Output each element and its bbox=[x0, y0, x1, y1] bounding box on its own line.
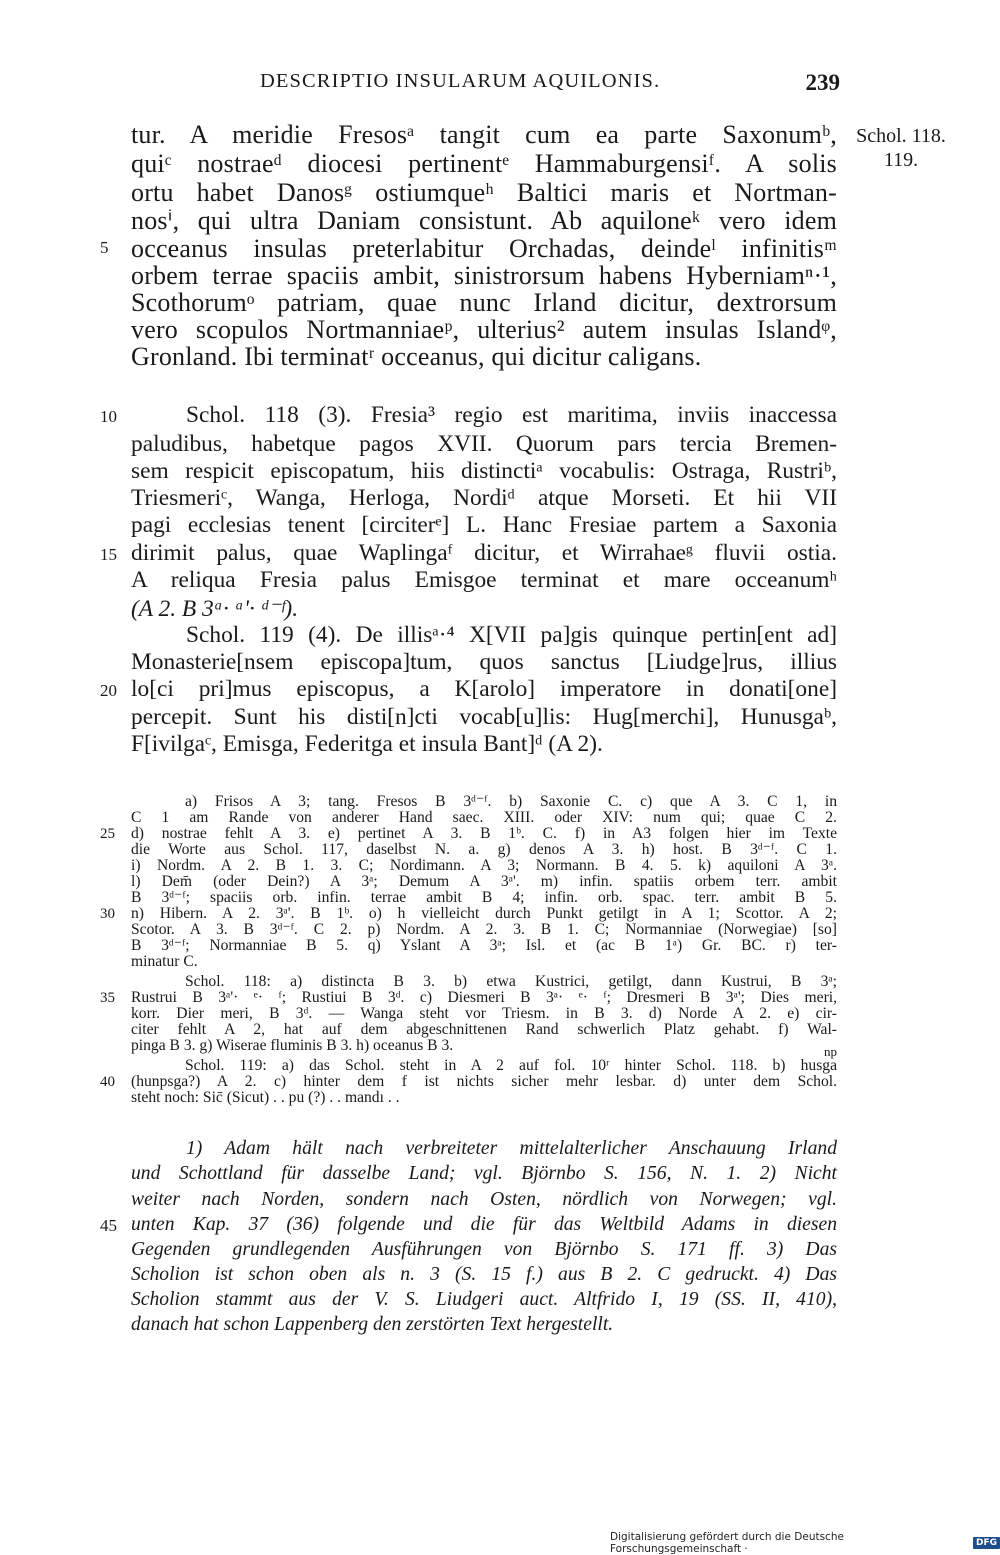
footnote-line: unten Kap. 37 (36) folgende und die für das Weltbild Adams in diesen bbox=[131, 1214, 837, 1235]
apparatus-line: d) nostrae fehlt A 3. e) pertinet A 3. B 1ᵇ. C. f) in A3 folgen hier im Texte bbox=[131, 825, 837, 842]
footnote-line: 1) Adam hält nach verbreiteter mittelalterlicher Anschauung Irland bbox=[186, 1138, 837, 1159]
footnote-line: Gegenden grundlegenden Ausführungen von Björnbo S. 171 ff. 3) Das bbox=[131, 1239, 837, 1260]
apparatus-line: n) Hibern. A 2. 3ᵃ'. B 1ᵇ. o) h vielleicht durch Punkt getilgt in A 1; Scottor. A 2; bbox=[131, 905, 837, 922]
apparatus-line: die Worte aus Schol. 117, daselbst N. a. g) denos A 3. h) host. B 3ᵈ⁻ᶠ. C 1. bbox=[131, 841, 837, 858]
scholion-line: percepit. Sunt his disti[n]cti vocab[u]lis: Hug[merchi], Hunusgaᵇ, bbox=[131, 704, 837, 730]
running-header bbox=[260, 70, 840, 93]
apparatus-line: i) Nordm. A 2. B 1. 3. C; Nordimann. A 3; Normann. B 4. 5. k) aquiloni A 3ᵃ. bbox=[131, 857, 837, 874]
scholion-line: sem respicit episcopatum, hiis distinctiᵃ vocabulis: Ostraga, Rustriᵇ, bbox=[131, 458, 837, 484]
apparatus-line: (hunpsga?) A 2. c) hinter dem f ist nichts sicher mehr lesbar. d) unter dem Schol. bbox=[131, 1073, 837, 1090]
scholion-line: A reliqua Fresia palus Emisgoe terminat et mare occeanumʰ bbox=[131, 567, 837, 593]
apparatus-line: Rustrui B 3ᵃ'· ᵉ· ᶠ; Rustiui B 3ᵈ. c) Diesmeri B 3ᵃ· ᵉ· ᶠ; Dresmeri B 3ᵃ'; Dies meri, bbox=[131, 989, 837, 1006]
apparatus-line: Schol. 119: a) das Schol. steht in A 2 auf fol. 10ʳ hinter Schol. 118. b) husga bbox=[185, 1057, 837, 1074]
scholion-line: Triesmeriᶜ, Wanga, Herloga, Nordiᵈ atque Morseti. Et hii VII bbox=[131, 485, 837, 511]
apparatus-line: korr. Dier meri, B 3ᵈ. — Wanga steht vor Triesm. in B 3. d) Norde A 2. e) cir- bbox=[131, 1005, 837, 1022]
scholion-line: lo[ci pri]mus episcopus, a K[arolo] imperatore in donati[one] bbox=[131, 676, 837, 702]
digitization-credit bbox=[610, 1531, 1000, 1555]
footnote-line: Scholion ist schon oben als n. 3 (S. 15 f.) aus B 2. C gedruckt. 4) Das bbox=[131, 1264, 837, 1285]
footnote-line: Scholion stammt aus der V. S. Liudgeri auct. Altfrido I, 19 (SS. II, 410), bbox=[131, 1289, 837, 1310]
line-number: 20 bbox=[100, 681, 117, 700]
apparatus-line: a) Frisos A 3; tang. Fresos B 3ᵈ⁻ᶠ. b) Saxonie C. c) que A 3. C 1, in bbox=[185, 793, 837, 810]
margin-note-line: 119. bbox=[883, 149, 919, 171]
apparatus-line: Schol. 118: a) distincta B 3. b) etwa Kustrici, getilgt, dann Kustrui, B 3ᵃ; bbox=[185, 973, 837, 990]
apparatus-line: minatur C. bbox=[131, 953, 198, 970]
apparatus-line: B 3ᵈ⁻ᶠ; Normanniae B 5. q) Yslant A 3ᵃ; Isl. et (ac B 1ᵃ) Gr. BC. r) ter- bbox=[131, 937, 837, 954]
footnote-line: und Schottland für dasselbe Land; vgl. Björnbo S. 156, N. 1. 2) Nicht bbox=[131, 1163, 837, 1184]
apparatus-line: B 3ᵈ⁻ᶠ; spaciis orb. infin. terrae ambit B 4; infin. orb. spac. terr. ambit B 5. bbox=[131, 889, 837, 906]
line-number: 5 bbox=[100, 238, 109, 257]
scholion-line: F[ivilgaᶜ, Emisga, Federitga et insula Bant]ᵈ (A 2). bbox=[131, 731, 603, 757]
line-number: 10 bbox=[100, 407, 117, 426]
text-line: occeanus insulas preterlabitur Orchadas, deindeˡ infinitisᵐ bbox=[131, 234, 837, 263]
text-line: nosⁱ, qui ultra Daniam consistunt. Ab aquiloneᵏ vero idem bbox=[131, 206, 837, 235]
line-number: 15 bbox=[100, 545, 117, 564]
dfg-logo: DFG bbox=[973, 1537, 1000, 1549]
scholion-line: (A 2. B 3ᵃ· ᵃ'· ᵈ⁻ᶠ). bbox=[131, 596, 299, 622]
scholion-line: paludibus, habetque pagos XVII. Quorum pars tercia Bremen- bbox=[131, 431, 837, 457]
apparatus-line: Scotor. A 3. B 3ᵈ⁻ᶠ. C 2. p) Nordm. A 2. 3. B 1. C; Normanniae (Norwegiae) [so] bbox=[131, 921, 837, 938]
scholion-line: Monasterie[nsem episcopa]tum, quos sanctus [Liudge]rus, illius bbox=[131, 649, 837, 675]
text-line: Gronland. Ibi terminatʳ occeanus, qui dicitur caligans. bbox=[131, 342, 702, 371]
apparatus-line: citer fehlt A 2, hat auf dem abgeschnittenen Rand schwerlich Platz gehabt. f) Wal- bbox=[131, 1021, 837, 1038]
scholion-line: pagi ecclesias tenent [circiterᵉ] L. Hanc Fresiae partem a Saxonia bbox=[131, 512, 837, 538]
footnote-line: weiter nach Norden, sondern nach Osten, nördlich von Norwegen; vgl. bbox=[131, 1189, 837, 1210]
text-line: Scothorumᵒ patriam, quae nunc Irland dicitur, dextrorsum bbox=[131, 288, 837, 317]
line-number: 35 bbox=[100, 990, 115, 1006]
line-number: 25 bbox=[100, 826, 115, 842]
running-title: DESCRIPTIO INSULARUM AQUILONIS. bbox=[260, 70, 661, 92]
page-number: 239 bbox=[805, 70, 840, 95]
scholion-line: Schol. 119 (4). De illisᵃ·⁴ X[VII pa]gis quinque pertin[ent ad] bbox=[186, 622, 837, 648]
footnote-line: danach hat schon Lappenberg den zerstörten Text hergestellt. bbox=[131, 1314, 614, 1335]
text-line: quiᶜ nostraeᵈ diocesi pertinentᵉ Hammaburgensiᶠ. A solis bbox=[131, 149, 837, 178]
text-line: vero scopulos Nortmanniaeᵖ, ulterius² autem insulas Islandᵠ, bbox=[131, 315, 837, 344]
text-line: ortu habet Danosᵍ ostiumqueʰ Baltici maris et Nortman- bbox=[131, 178, 837, 207]
scholion-line: dirimit palus, quae Waplingaᶠ dicitur, et Wirrahaeᵍ fluvii ostia. bbox=[131, 540, 837, 566]
apparatus-line: pinga B 3. g) Wiserae fluminis B 3. h) oceanus B 3. bbox=[131, 1037, 454, 1054]
margin-scholia-reference bbox=[846, 124, 956, 172]
apparatus-line: steht noch: Sic̄ (Sicut) . . pu (?) . . mandı . . bbox=[131, 1089, 400, 1106]
line-number: 30 bbox=[100, 906, 115, 922]
apparatus-line: l) Dem̄ (oder Dein?) A 3ᵃ; Demum A 3ᵃ'. m) infin. spatiis orbem terr. ambit bbox=[131, 873, 837, 890]
line-number: 45 bbox=[100, 1216, 117, 1235]
text-line: orbem terrae spaciis ambit, sinistrorsum habens Hyberniamⁿ·¹, bbox=[131, 261, 837, 290]
scholion-line: Schol. 118 (3). Fresia³ regio est maritima, inviis inaccessa bbox=[186, 402, 837, 428]
apparatus-line: C 1 am Rande von anderer Hand saec. XIII. oder XIV: num qui; quae C 2. bbox=[131, 809, 837, 826]
text-line: tur. A meridie Fresosᵃ tangit cum ea parte Saxonumᵇ, bbox=[131, 120, 837, 149]
line-number: 40 bbox=[100, 1074, 115, 1090]
apparatus-note: np bbox=[824, 1044, 837, 1059]
margin-note-line: Schol. 118. bbox=[856, 125, 946, 147]
credit-text: Digitalisierung gefördert durch die Deutsche Forschungsgemeinschaft · bbox=[610, 1531, 844, 1555]
